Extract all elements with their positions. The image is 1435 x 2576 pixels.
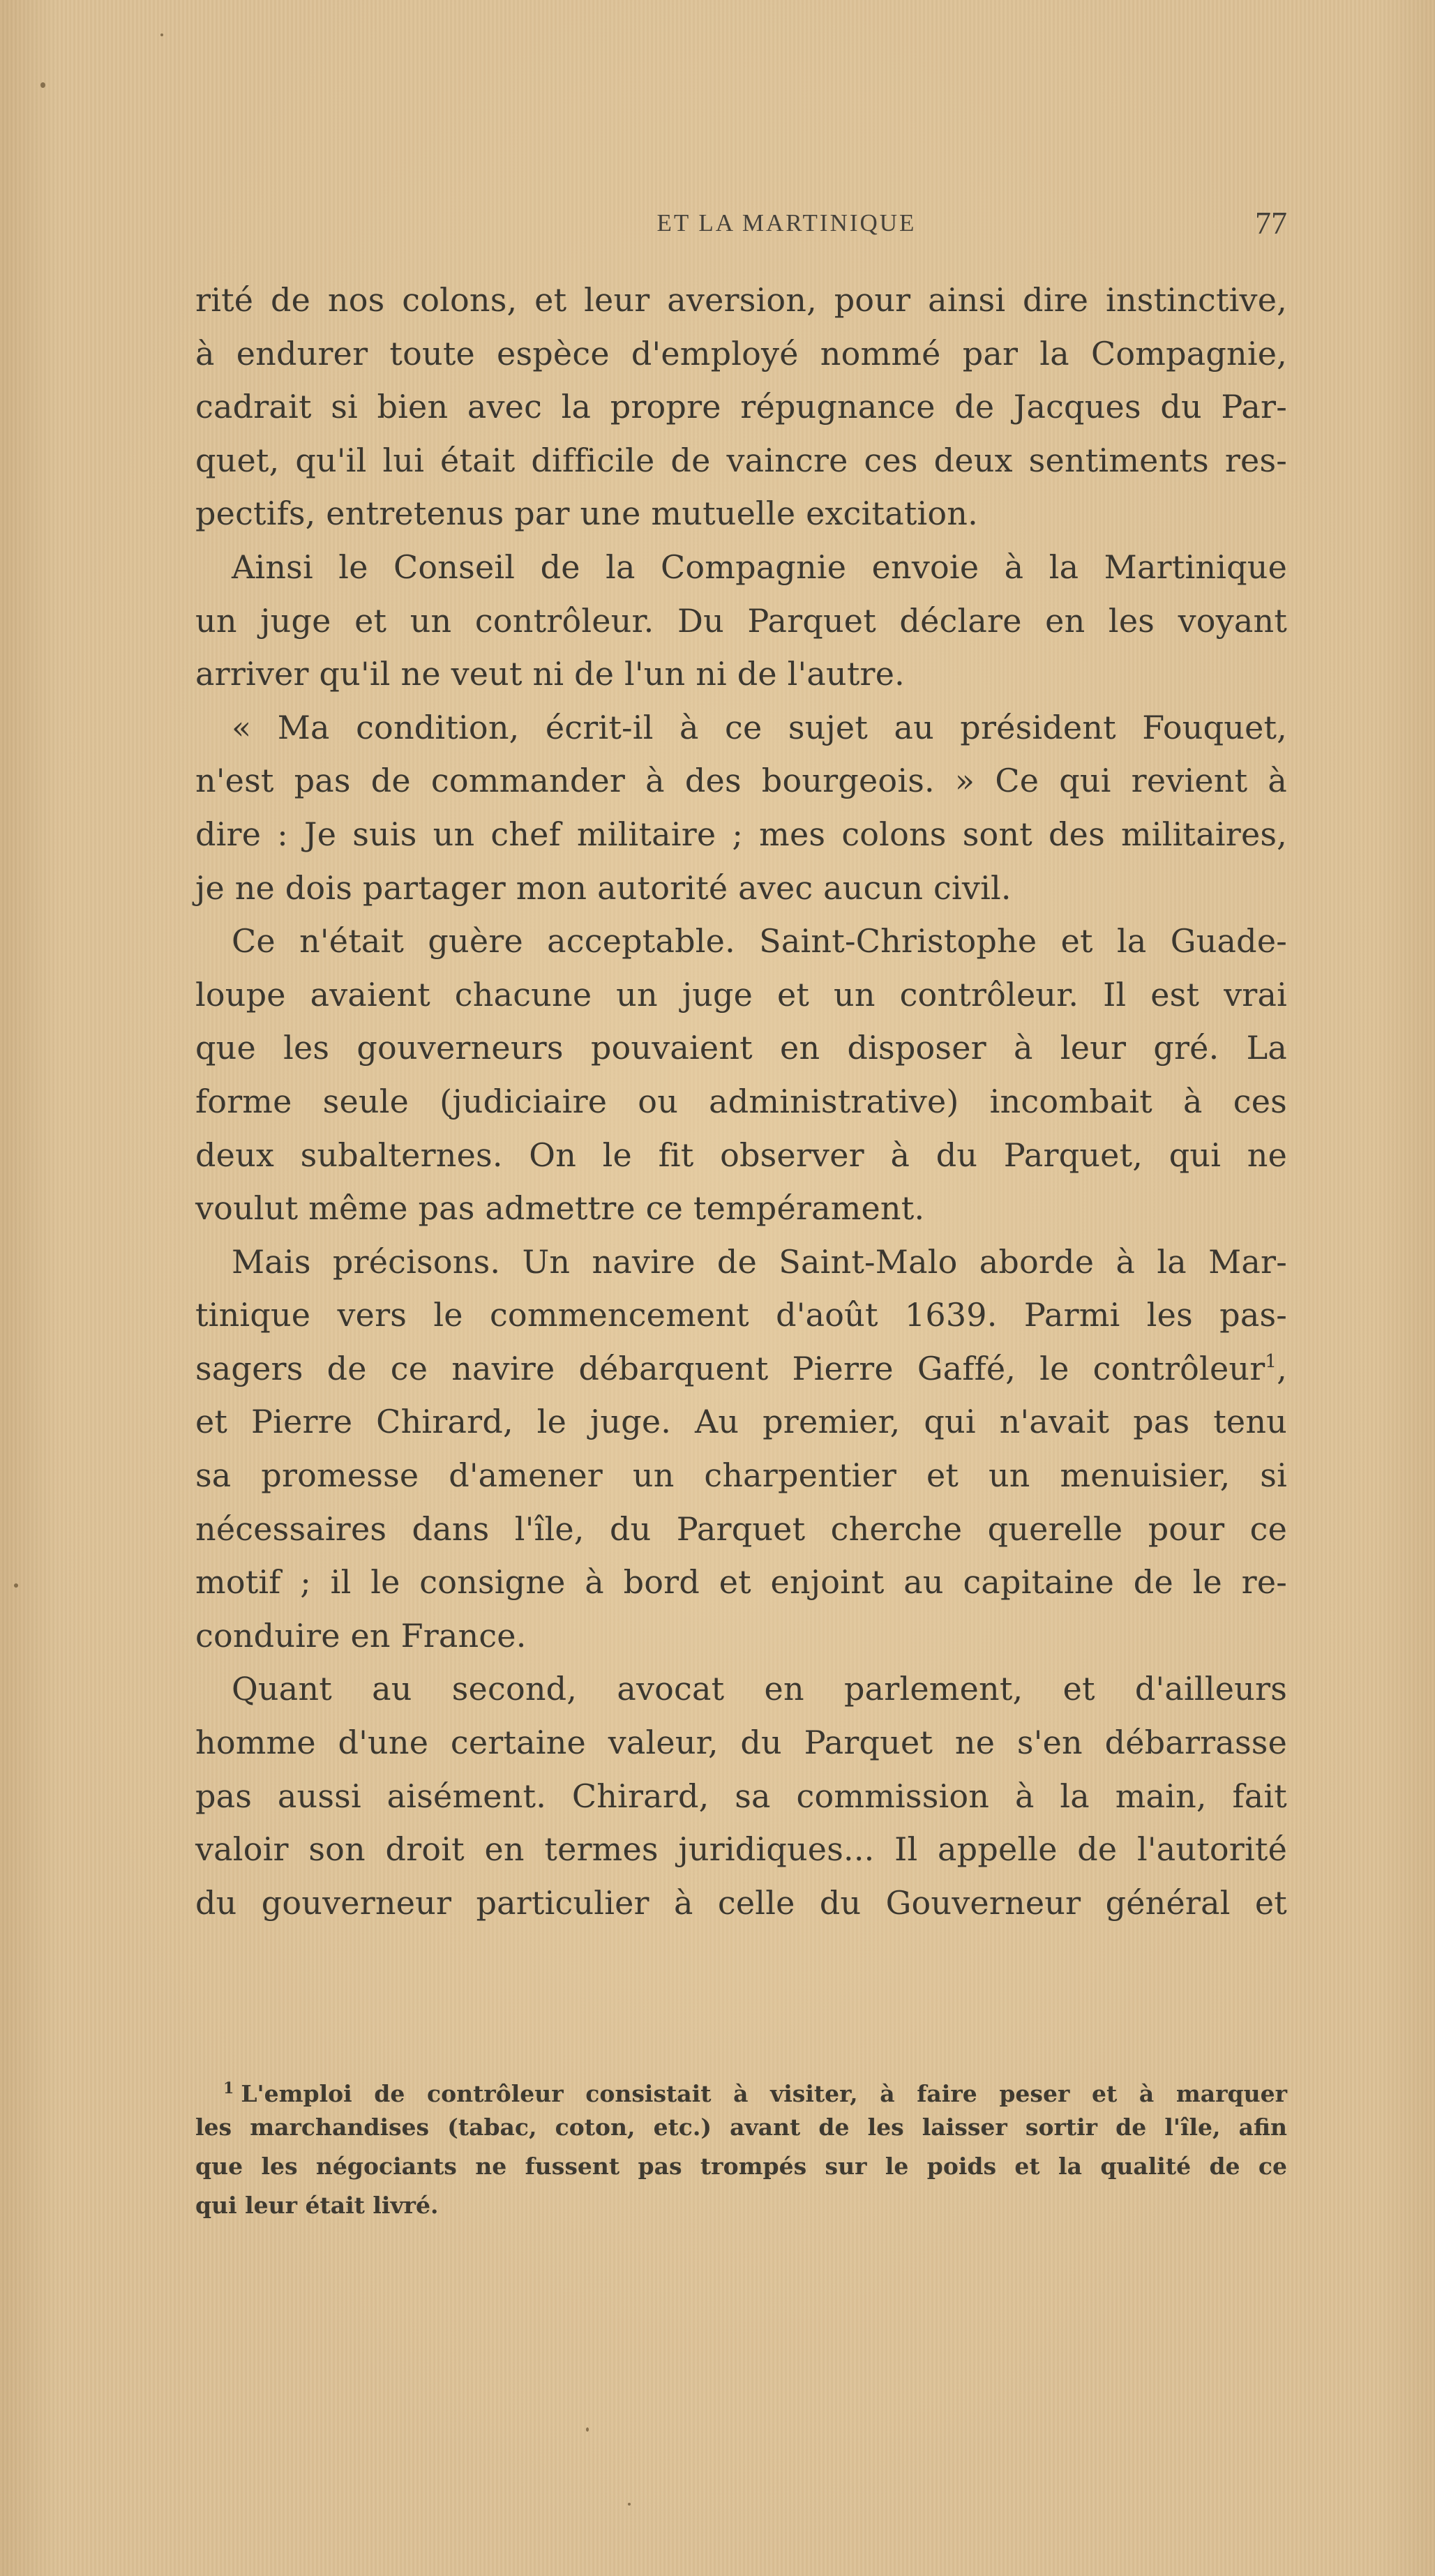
- text-segment: sagers de ce navire débarquent Pierre Gaffé, le contrôleur: [195, 1349, 1265, 1387]
- footnote-marker: 1: [223, 2079, 234, 2097]
- text-line: valoir son droit en termes juridiques... Il appelle de l'autorité: [195, 1830, 1287, 1869]
- text-line: pectifs, entretenus par une mutuelle excitation.: [195, 495, 978, 533]
- text-line: voulut même pas admettre ce tempérament.: [195, 1189, 925, 1228]
- text-line: loupe avaient chacune un juge et un contrôleur. Il est vrai: [195, 975, 1287, 1014]
- text-line: à endurer toute espèce d'employé nommé par la Compagnie,: [195, 334, 1287, 372]
- footnote-text: L'emploi de contrôleur consistait à visiter, à faire peser et à marquer: [241, 2080, 1287, 2107]
- text-line: forme seule (judiciaire ou administrative) incombait à ces: [195, 1082, 1287, 1120]
- running-head: [195, 204, 1287, 243]
- text-line: n'est pas de commander à des bourgeois. » Ce qui revient à: [195, 762, 1287, 800]
- footnote-line: qui leur était livré.: [195, 2192, 439, 2219]
- text-line: que les gouverneurs pouvaient en disposer à leur gré. La: [195, 1029, 1287, 1067]
- paragraph-start-line: Mais précisons. Un navire de Saint-Malo aborde à la Mar-: [232, 1242, 1287, 1281]
- text-line: conduire en France.: [195, 1616, 527, 1655]
- text-line: et Pierre Chirard, le juge. Au premier, qui n'avait pas tenu: [195, 1403, 1287, 1441]
- footnote-block: [195, 2069, 1287, 2225]
- text-segment: ,: [1277, 1349, 1287, 1387]
- paragraph-start-line: « Ma condition, écrit-il à ce sujet au président Fouquet,: [232, 708, 1287, 746]
- text-line-with-footnote-ref: [195, 1342, 1287, 1396]
- footnote-line: que les négociants ne fussent pas trompés sur le poids et la qualité de ce: [195, 2153, 1287, 2180]
- text-line: du gouverneur particulier à celle du Gouverneur général et: [195, 1883, 1287, 1922]
- text-line: un juge et un contrôleur. Du Parquet déclare en les voyant: [195, 601, 1287, 640]
- paper-speck: [628, 2503, 631, 2506]
- footnote-reference[interactable]: 1: [1265, 1350, 1277, 1372]
- page-number: 77: [1255, 205, 1287, 241]
- paper-speck: [586, 2427, 589, 2432]
- text-line: rité de nos colons, et leur aversion, pour ainsi dire instinctive,: [195, 281, 1287, 319]
- text-line: arriver qu'il ne veut ni de l'un ni de l'autre.: [195, 655, 905, 693]
- text-line: tinique vers le commencement d'août 1639. Parmi les pas-: [195, 1296, 1287, 1334]
- text-line: cadrait si bien avec la propre répugnance de Jacques du Par-: [195, 388, 1287, 426]
- paragraph-start-line: Quant au second, avocat en parlement, et d'ailleurs: [232, 1670, 1287, 1708]
- paper-speck: [14, 1583, 18, 1588]
- paper-speck: [160, 33, 163, 36]
- text-line: dire : Je suis un chef militaire ; mes colons sont des militaires,: [195, 815, 1287, 853]
- footnote-line: les marchandises (tabac, coton, etc.) avant de les laisser sortir de l'île, afin: [195, 2114, 1287, 2141]
- running-title: ET LA MARTINIQUE: [656, 209, 917, 236]
- paragraph-start-line: Ce n'était guère acceptable. Saint-Christophe et la Guade-: [232, 922, 1287, 961]
- text-line: motif ; il le consigne à bord et enjoint au capitaine de le re-: [195, 1563, 1287, 1602]
- text-line: sa promesse d'amener un charpentier et un menuisier, si: [195, 1456, 1287, 1495]
- text-line: homme d'une certaine valeur, du Parquet ne s'en débarrasse: [195, 1724, 1287, 1762]
- text-line: je ne dois partager mon autorité avec aucun civil.: [195, 868, 1012, 907]
- text-line: pas aussi aisément. Chirard, sa commission à la main, fait: [195, 1777, 1287, 1815]
- footnote-line: [195, 2069, 1287, 2108]
- paper-speck: [40, 82, 45, 88]
- paragraph-start-line: Ainsi le Conseil de la Compagnie envoie à la Martinique: [232, 548, 1287, 586]
- text-line: quet, qu'il lui était difficile de vaincre ces deux sentiments res-: [195, 441, 1287, 479]
- body-text: [195, 273, 1287, 1929]
- text-line: nécessaires dans l'île, du Parquet cherche querelle pour ce: [195, 1509, 1287, 1548]
- text-line: deux subalternes. On le fit observer à du Parquet, qui ne: [195, 1136, 1287, 1174]
